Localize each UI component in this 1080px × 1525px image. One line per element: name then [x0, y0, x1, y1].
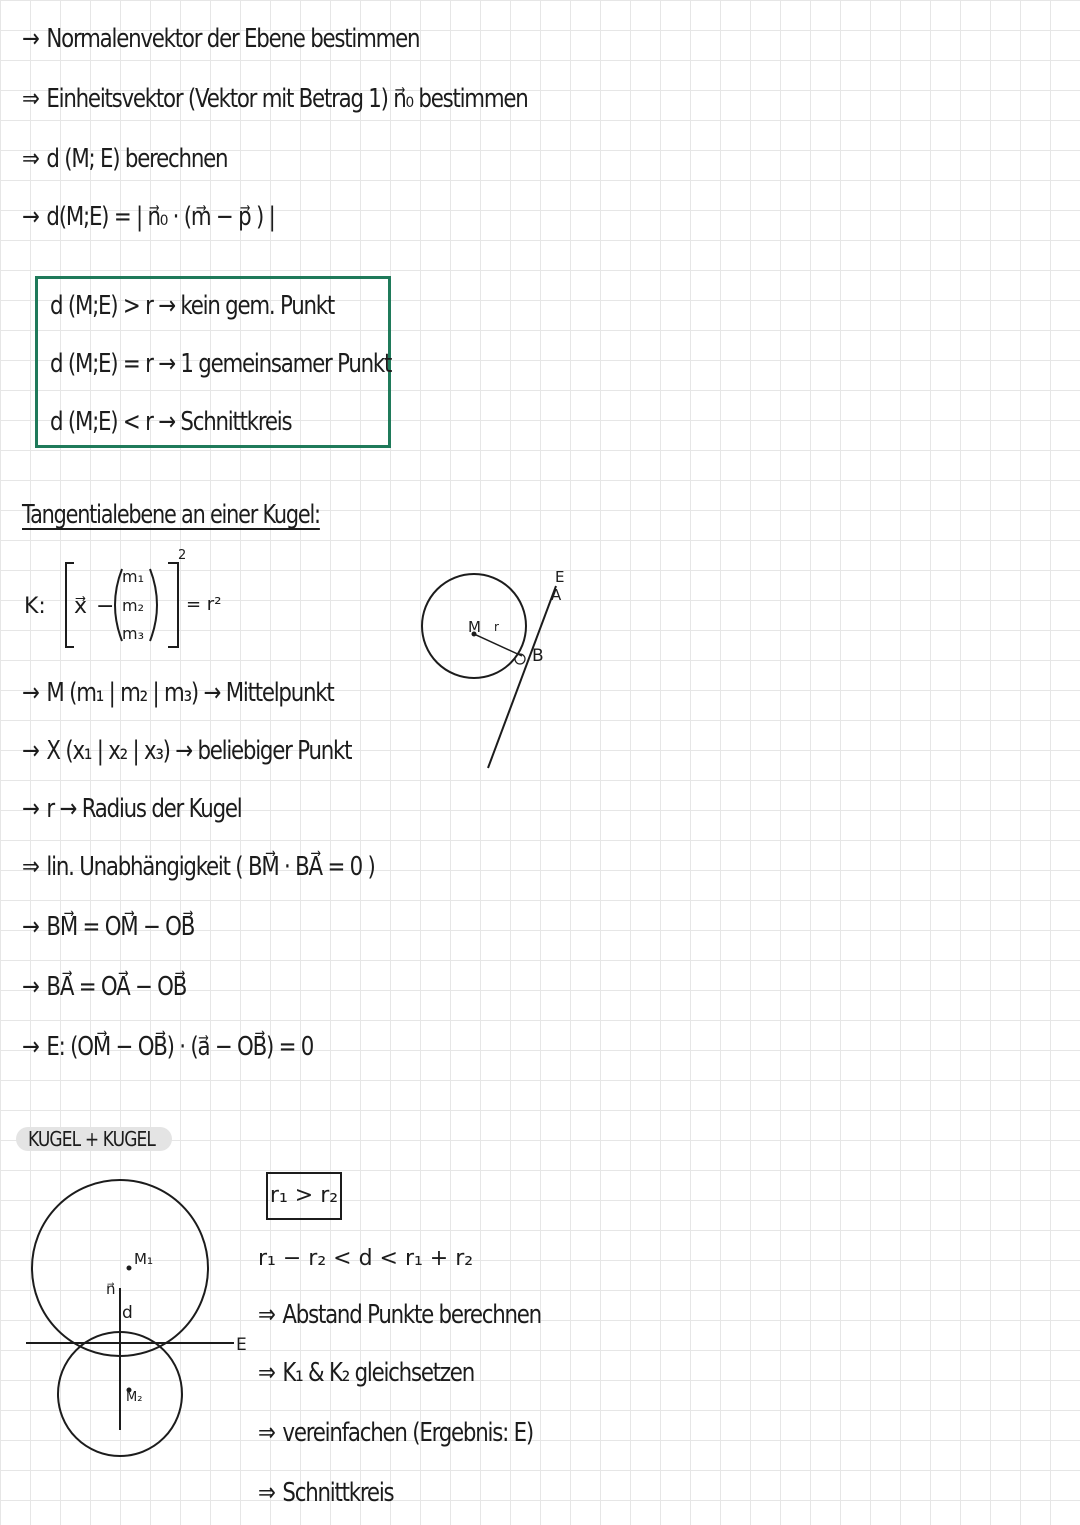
step-text: K₁ & K₂ gleichsetzen: [282, 1358, 474, 1388]
arrow: →: [22, 972, 40, 1002]
tangent-plane-line: [488, 586, 556, 768]
arrow: ⇒: [258, 1418, 276, 1448]
arrow: →: [22, 202, 40, 232]
step-radius: [22, 794, 241, 824]
case-result: kein gem. Punkt: [180, 291, 335, 321]
step-text: d (M; E) berechnen: [46, 144, 228, 174]
step-text: r → Radius der Kugel: [46, 794, 242, 824]
step-lin-unabhaengigkeit: [22, 852, 375, 882]
center-1-point: [127, 1266, 132, 1271]
step-einheitsvektor: [22, 84, 528, 114]
step-text: Normalenvektor der Ebene bestimmen: [46, 24, 420, 54]
section-tag-text: KUGEL + KUGEL: [28, 1127, 156, 1151]
case-condition: d (M;E) < r: [50, 407, 153, 437]
case-row-less: [50, 407, 291, 437]
step-text: Einheitsvektor (Vektor mit Betrag 1) n⃗₀ bestimmen: [46, 84, 528, 114]
label-e: E: [555, 568, 565, 586]
step-schnittkreis: [258, 1478, 393, 1508]
step-text: M (m₁ | m₂ | m₃) → Mittelpunkt: [46, 678, 334, 708]
case-row-greater: [50, 291, 334, 321]
step-mittelpunkt: [22, 678, 334, 708]
equation-rhs: = r²: [186, 594, 222, 615]
arrow: ⇒: [258, 1358, 276, 1388]
step-bm: [22, 912, 194, 942]
step-text: Abstand Punkte berechnen: [282, 1300, 541, 1330]
equation-minus: −: [96, 594, 115, 619]
equation-m1: m₁: [122, 567, 144, 586]
step-gleichsetzen: [258, 1358, 474, 1388]
arrow: ⇒: [258, 1478, 276, 1508]
case-result: 1 gemeinsamer Punkt: [180, 349, 392, 379]
label-d: d: [122, 1303, 133, 1323]
step-abstand: [22, 144, 227, 174]
step-text: lin. Unabhängigkeit ( BM⃗ · BA⃗ = 0 ): [46, 852, 375, 882]
step-ba: [22, 972, 186, 1002]
arrow: ⇒: [22, 84, 40, 114]
cases-box: [35, 276, 391, 448]
case-condition: d (M;E) > r: [50, 291, 153, 321]
arrow: ⇒: [258, 1300, 276, 1330]
case-condition: d (M;E) = r: [50, 349, 153, 379]
step-text: X (x₁ | x₂ | x₃) → beliebiger Punkt: [46, 736, 352, 766]
equation-exponent: 2: [178, 548, 187, 563]
tangent-heading: Tangentialebene an einer Kugel:: [22, 500, 320, 530]
arrow: →: [158, 349, 175, 379]
arrow: ⇒: [22, 852, 40, 882]
arrow: →: [22, 736, 40, 766]
step-beliebiger-punkt: [22, 736, 351, 766]
arrow: →: [22, 24, 40, 54]
arrow: →: [22, 794, 40, 824]
step-text: E: (OM⃗ − OB⃗) · (a⃗ − OB⃗) = 0: [46, 1032, 314, 1062]
step-abstand-punkte: [258, 1300, 541, 1330]
label-m1: M₁: [134, 1250, 153, 1268]
step-text: BA⃗ = OA⃗ − OB⃗: [46, 972, 187, 1002]
arrow: →: [22, 1032, 40, 1062]
equation-m3: m₃: [122, 624, 144, 643]
label-m: M: [468, 618, 481, 636]
label-plane-e: E: [236, 1335, 247, 1355]
case-row-equal: [50, 349, 391, 379]
step-normalenvektor: [22, 24, 419, 54]
arrow: →: [22, 912, 40, 942]
tangent-diagram: [410, 560, 590, 780]
section-tag: [16, 1127, 172, 1151]
label-n: n⃗: [106, 1280, 116, 1298]
two-spheres-diagram: [20, 1170, 250, 1460]
case-result: Schnittkreis: [180, 407, 292, 437]
equation-m2: m₂: [122, 596, 144, 615]
arrow: →: [158, 407, 175, 437]
label-m2: M₂: [126, 1390, 143, 1405]
step-text: BM⃗ = OM⃗ − OB⃗: [46, 912, 195, 942]
equation-x: x⃗: [74, 594, 88, 619]
equation-prefix: K:: [24, 594, 46, 619]
step-text: d(M;E) = | n⃗₀ · (m⃗ − p⃗ ) |: [46, 202, 275, 232]
step-vereinfachen: [258, 1418, 533, 1448]
label-b: B: [532, 646, 544, 666]
arrow: →: [22, 678, 40, 708]
radius-line: [474, 634, 522, 656]
step-ebene: [22, 1032, 313, 1062]
condition-box: r₁ > r₂: [266, 1172, 342, 1220]
label-r: r: [494, 620, 499, 634]
step-text: Schnittkreis: [282, 1478, 394, 1508]
step-formula: [22, 202, 275, 232]
label-a: A: [551, 586, 562, 604]
step-text: vereinfachen (Ergebnis: E): [282, 1418, 533, 1448]
arrow: →: [158, 291, 175, 321]
arrow: ⇒: [22, 144, 40, 174]
distance-inequality: r₁ − r₂ < d < r₁ + r₂: [258, 1246, 474, 1271]
